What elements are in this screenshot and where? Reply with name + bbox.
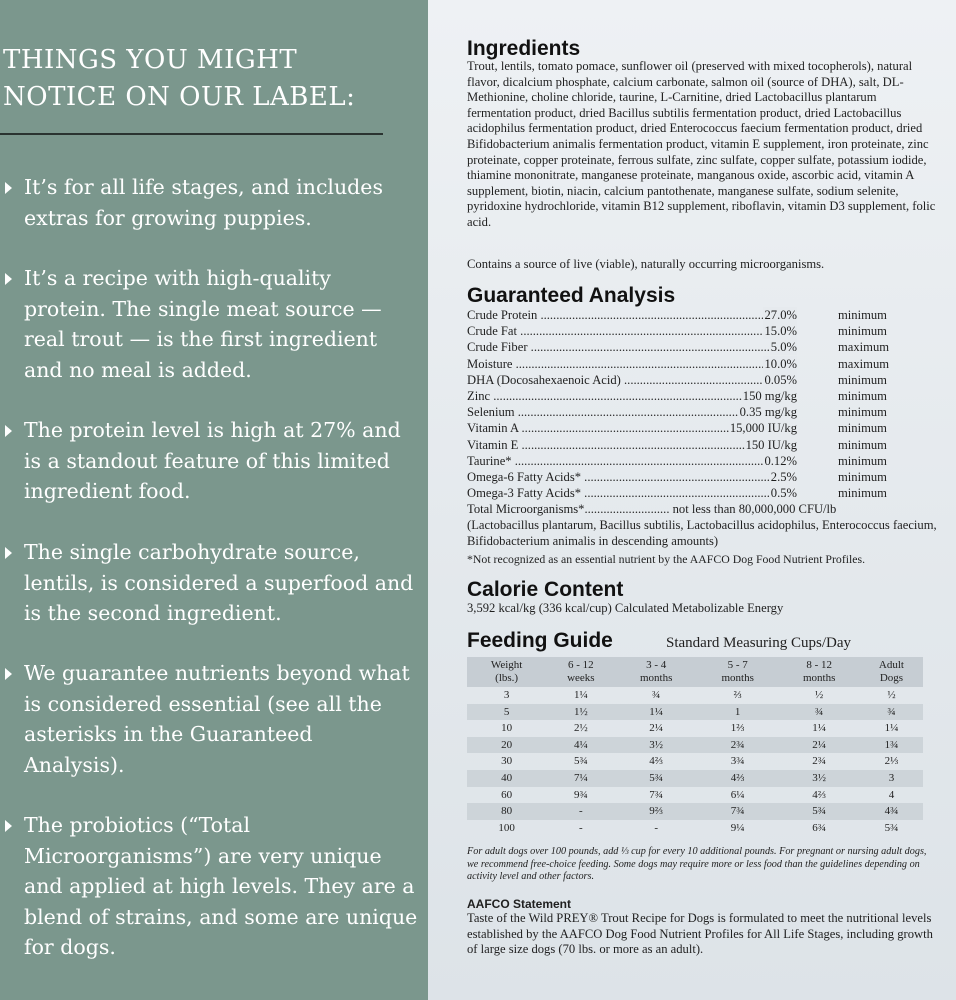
feeding-row bbox=[467, 720, 923, 737]
analysis-row bbox=[467, 372, 927, 388]
analysis-title: Guaranteed Analysis bbox=[467, 284, 676, 307]
heading-line-2: NOTICE ON OUR LABEL: bbox=[3, 82, 356, 112]
feeding-cell: ½ bbox=[815, 689, 824, 701]
feeding-row bbox=[467, 704, 923, 721]
nutrient-qualifier: minimum bbox=[838, 389, 887, 403]
feeding-cell: 7¼ bbox=[546, 770, 615, 787]
feeding-cell: 40 bbox=[467, 770, 546, 787]
analysis-row bbox=[467, 388, 927, 404]
analysis-row bbox=[467, 404, 927, 420]
feeding-cell: 4⅔ bbox=[697, 770, 779, 787]
highlight-item bbox=[24, 658, 419, 780]
highlight-item bbox=[24, 172, 419, 233]
nutrient-value: 5.0% bbox=[770, 340, 797, 355]
header-weight: Weight (lbs.) bbox=[467, 657, 546, 687]
analysis-row bbox=[467, 437, 927, 453]
feeding-cell: 4⅔ bbox=[812, 788, 827, 801]
triangle-bullet-icon bbox=[5, 425, 12, 437]
nutrient-qualifier: minimum bbox=[838, 453, 887, 468]
feeding-cell: ½ bbox=[887, 689, 896, 701]
feeding-cell: 2¾ bbox=[812, 755, 827, 768]
feeding-row bbox=[467, 753, 923, 770]
feeding-cell: 2¼ bbox=[649, 722, 664, 735]
feeding-cell: 7¾ bbox=[697, 803, 779, 820]
feeding-cell: 4¼ bbox=[546, 737, 615, 754]
analysis-row bbox=[467, 469, 927, 485]
feeding-cell: 4⅔ bbox=[649, 755, 664, 768]
analysis-row bbox=[467, 307, 927, 323]
highlight-text: The protein level is high at 27% and is a standout feature of this limited ingredient food. bbox=[24, 418, 401, 503]
feeding-cell: 5 bbox=[467, 704, 546, 721]
nutrient-qualifier: minimum bbox=[838, 486, 887, 501]
feeding-cell: - bbox=[578, 821, 583, 834]
analysis-row bbox=[467, 356, 927, 372]
analysis-row bbox=[467, 339, 927, 355]
highlights-heading bbox=[3, 42, 355, 116]
feeding-cell: 2½ bbox=[573, 722, 588, 735]
nutrient-name: Vitamin E ..... bbox=[467, 437, 797, 453]
feeding-cell: 1 bbox=[697, 704, 779, 721]
live-microorganisms-note: Contains a source of live (viable), naturally occurring microorganisms. bbox=[467, 257, 825, 271]
highlight-text: It’s a recipe with high-quality protein. The single meat source — real trout — is the first ingredient and no meal is added. bbox=[24, 266, 382, 382]
nutrient-qualifier: minimum bbox=[838, 405, 887, 420]
strains-text: (Lactobacillus plantarum, Bacillus subtilis, Lactobacillus acidophilus, Enterococcus faecium, Bifidobacterium animalis in descending amounts) bbox=[467, 518, 937, 548]
nutrient-qualifier: minimum bbox=[838, 308, 887, 322]
nutrient-value: 10.0% bbox=[764, 356, 797, 371]
feeding-table-body bbox=[467, 687, 923, 836]
triangle-bullet-icon bbox=[5, 182, 12, 194]
analysis-row bbox=[467, 420, 927, 436]
feeding-row bbox=[467, 770, 923, 787]
feeding-cell: 10 bbox=[501, 722, 513, 735]
triangle-bullet-icon bbox=[5, 820, 12, 832]
nutrient-value: 0.5% bbox=[770, 486, 797, 501]
nutrient-qualifier: minimum bbox=[838, 324, 887, 339]
nutrient-name: DHA (Docosahexaenoic Acid) ..... bbox=[467, 372, 797, 388]
feeding-cell: 3 bbox=[860, 770, 923, 787]
analysis-row bbox=[467, 453, 927, 469]
label-panel bbox=[428, 0, 956, 1000]
analysis-footnote: *Not recognized as an essential nutrient by the AAFCO Dog Food Nutrient Profiles. bbox=[467, 552, 866, 566]
feeding-cell: 3½ bbox=[615, 737, 697, 754]
feeding-row bbox=[467, 737, 923, 754]
nutrient-value: 15,000 IU/kg bbox=[729, 421, 797, 436]
feeding-cell: ⅔ bbox=[733, 689, 742, 701]
heading-line-1: THINGS YOU MIGHT bbox=[3, 45, 298, 75]
highlight-item bbox=[24, 537, 419, 629]
header-6-12-weeks: 6 - 12 weeks bbox=[546, 657, 615, 687]
feeding-cell: 20 bbox=[467, 737, 546, 754]
nutrient-value: 27.0% bbox=[764, 308, 797, 322]
feeding-cell: 9⅔ bbox=[615, 803, 697, 820]
highlight-text: The probiotics (“Total Microorganisms”) are very unique and applied at high levels. They are a blend of strains, and some are unique for dogs. bbox=[24, 813, 418, 959]
feeding-cell: 7¾ bbox=[649, 788, 664, 801]
feeding-cell: 1¾ bbox=[860, 737, 923, 754]
analysis-row bbox=[467, 485, 927, 501]
header-adult-dogs: Adult Dogs bbox=[860, 657, 923, 687]
feeding-cell: 5¾ bbox=[884, 821, 899, 834]
nutrient-value: 0.12% bbox=[764, 453, 797, 468]
highlight-text: The single carbohydrate source, lentils, is considered a superfood and is the second ingredient. bbox=[24, 540, 414, 625]
feeding-cell: 6¼ bbox=[730, 788, 745, 801]
triangle-bullet-icon bbox=[5, 668, 12, 680]
highlight-item bbox=[24, 415, 419, 507]
nutrient-name: Omega-3 Fatty Acids* ..... bbox=[467, 485, 797, 501]
feeding-cell: 5¾ bbox=[573, 755, 588, 768]
nutrient-name: Crude Fiber ..... bbox=[467, 339, 797, 355]
nutrient-name: Zinc ..... bbox=[467, 388, 797, 404]
nutrient-name: Selenium ..... bbox=[467, 404, 797, 420]
calorie-title: Calorie Content bbox=[467, 578, 624, 601]
feeding-row bbox=[467, 787, 923, 804]
feeding-row bbox=[467, 820, 923, 837]
nutrient-value: 150 IU/kg bbox=[745, 437, 797, 452]
feeding-cell: 3½ bbox=[778, 770, 860, 787]
triangle-bullet-icon bbox=[5, 273, 12, 285]
heading-divider bbox=[0, 133, 383, 135]
feeding-subtitle: Standard Measuring Cups/Day bbox=[666, 635, 851, 651]
triangle-bullet-icon bbox=[5, 547, 12, 559]
header-8-12-months: 8 - 12 months bbox=[778, 657, 860, 687]
feeding-cell: 4¾ bbox=[860, 803, 923, 820]
feeding-cell: 3¾ bbox=[730, 755, 745, 768]
nutrient-name: Omega-6 Fatty Acids* ..... bbox=[467, 469, 797, 485]
feeding-cell: 30 bbox=[501, 755, 513, 768]
header-3-4-months: 3 - 4 months bbox=[615, 657, 697, 687]
nutrient-name: Crude Fat ..... bbox=[467, 323, 797, 339]
feeding-table-header bbox=[467, 657, 923, 687]
feeding-cell: 3 bbox=[503, 689, 510, 701]
feeding-cell: 2¼ bbox=[778, 737, 860, 754]
feeding-note: For adult dogs over 100 pounds, add ⅓ cup for every 10 additional pounds. For pregnant or nursing adult dogs, we recommend free-choice feeding. Some dogs may require more or less food than the guidelines depending on activity level and other factors. bbox=[467, 846, 927, 882]
nutrient-qualifier: maximum bbox=[838, 340, 890, 355]
nutrient-qualifier: minimum bbox=[838, 470, 887, 484]
feeding-cell: - bbox=[546, 803, 615, 820]
feeding-cell: 1¼ bbox=[812, 722, 827, 735]
highlight-text: We guarantee nutrients beyond what is considered essential (see all the asterisks in the Guaranteed Analysis). bbox=[24, 661, 410, 777]
feeding-cell: 9¼ bbox=[730, 821, 745, 834]
nutrient-name: Taurine* ..... bbox=[467, 453, 797, 469]
feeding-cell: 100 bbox=[498, 821, 515, 834]
feeding-cell: - bbox=[654, 821, 658, 834]
feeding-cell: 6¾ bbox=[812, 821, 827, 834]
nutrient-value: 0.05% bbox=[764, 372, 797, 387]
highlights-panel bbox=[0, 0, 428, 1000]
feeding-cell: 1½ bbox=[546, 704, 615, 721]
feeding-cell: 60 bbox=[501, 788, 513, 801]
feeding-row bbox=[467, 687, 923, 704]
nutrient-value: 15.0% bbox=[764, 324, 797, 339]
nutrient-name: Vitamin A ..... bbox=[467, 420, 797, 436]
feeding-cell: 80 bbox=[467, 803, 546, 820]
feeding-cell: ¾ bbox=[778, 704, 860, 721]
analysis-row bbox=[467, 323, 927, 339]
feeding-cell: 1¼ bbox=[573, 689, 588, 701]
nutrient-value: 0.35 mg/kg bbox=[739, 405, 797, 420]
feeding-row bbox=[467, 803, 923, 820]
ingredients-text: Trout, lentils, tomato pomace, sunflower oil (preserved with mixed tocopherols), natural flavor, dicalcium phosphate, calcium carbonate, salmon oil (source of DHA), salt, DL-Methionine, choline chloride, taurine, L-Carnitine, dried Lactobacillus plantarum fermentation product, dried Bacillus subtilis fermentation product, dried Lactobacillus acidophilus fermentation product, dried Enterococcus faecium fermentation product, dried Bifidobacterium animalis fermentation product, vitamin E supplement, iron proteinate, zinc proteinate, copper proteinate, ferrous sulfate, zinc sulfate, copper sulfate, potassium iodide, thiamine mononitrate, manganese proteinate, manganous oxide, ascorbic acid, vitamin A supplement, biotin, niacin, calcium pantothenate, manganese sulfate, sodium selenite, pyridoxine hydrochloride, vitamin B12 supplement, riboflavin, vitamin D3 supplement, folic acid. bbox=[467, 59, 936, 229]
feeding-cell: 5¾ bbox=[778, 803, 860, 820]
feeding-cell: 1⅔ bbox=[730, 722, 745, 735]
feeding-cell: 1¼ bbox=[884, 722, 899, 735]
feeding-cell: ¾ bbox=[860, 704, 923, 721]
nutrient-value: 2.5% bbox=[770, 470, 797, 484]
feeding-cell: 5¾ bbox=[615, 770, 697, 787]
nutrient-name: Moisture ..... bbox=[467, 356, 797, 372]
highlight-text: It’s for all life stages, and includes extras for growing puppies. bbox=[24, 175, 383, 230]
aafco-text: Taste of the Wild PREY® Trout Recipe for Dogs is formulated to meet the nutritional levels established by the AAFCO Dog Food Nutrient Profiles for All Life Stages, including growth of large size dogs (70 lbs. or more as an adult). bbox=[467, 911, 933, 957]
nutrient-qualifier: minimum bbox=[838, 421, 887, 436]
feeding-cell: 9¾ bbox=[573, 788, 588, 801]
feeding-cell: 2⅓ bbox=[884, 755, 899, 768]
feeding-cell: ¾ bbox=[652, 689, 661, 701]
aafco-title: AAFCO Statement bbox=[467, 897, 572, 911]
microorganisms-line: Total Microorganisms*........................... not less than 80,000,000 CFU/lb bbox=[467, 502, 837, 516]
feeding-cell: 2¾ bbox=[697, 737, 779, 754]
nutrient-name: Crude Protein ..... bbox=[467, 307, 797, 323]
ingredients-title: Ingredients bbox=[467, 37, 581, 60]
feeding-cell: 4 bbox=[888, 788, 895, 801]
feeding-cell: 1¼ bbox=[615, 704, 697, 721]
header-5-7-months: 5 - 7 months bbox=[697, 657, 779, 687]
nutrient-qualifier: maximum bbox=[838, 356, 890, 371]
highlight-item bbox=[24, 810, 419, 963]
feeding-title: Feeding Guide bbox=[467, 629, 613, 652]
nutrient-qualifier: minimum bbox=[838, 372, 887, 387]
feeding-table bbox=[467, 657, 923, 836]
nutrient-value: 150 mg/kg bbox=[742, 389, 797, 403]
highlight-item bbox=[24, 263, 419, 385]
calorie-text: 3,592 kcal/kg (336 kcal/cup) Calculated Metabolizable Energy bbox=[467, 601, 784, 615]
nutrient-qualifier: minimum bbox=[838, 437, 887, 452]
